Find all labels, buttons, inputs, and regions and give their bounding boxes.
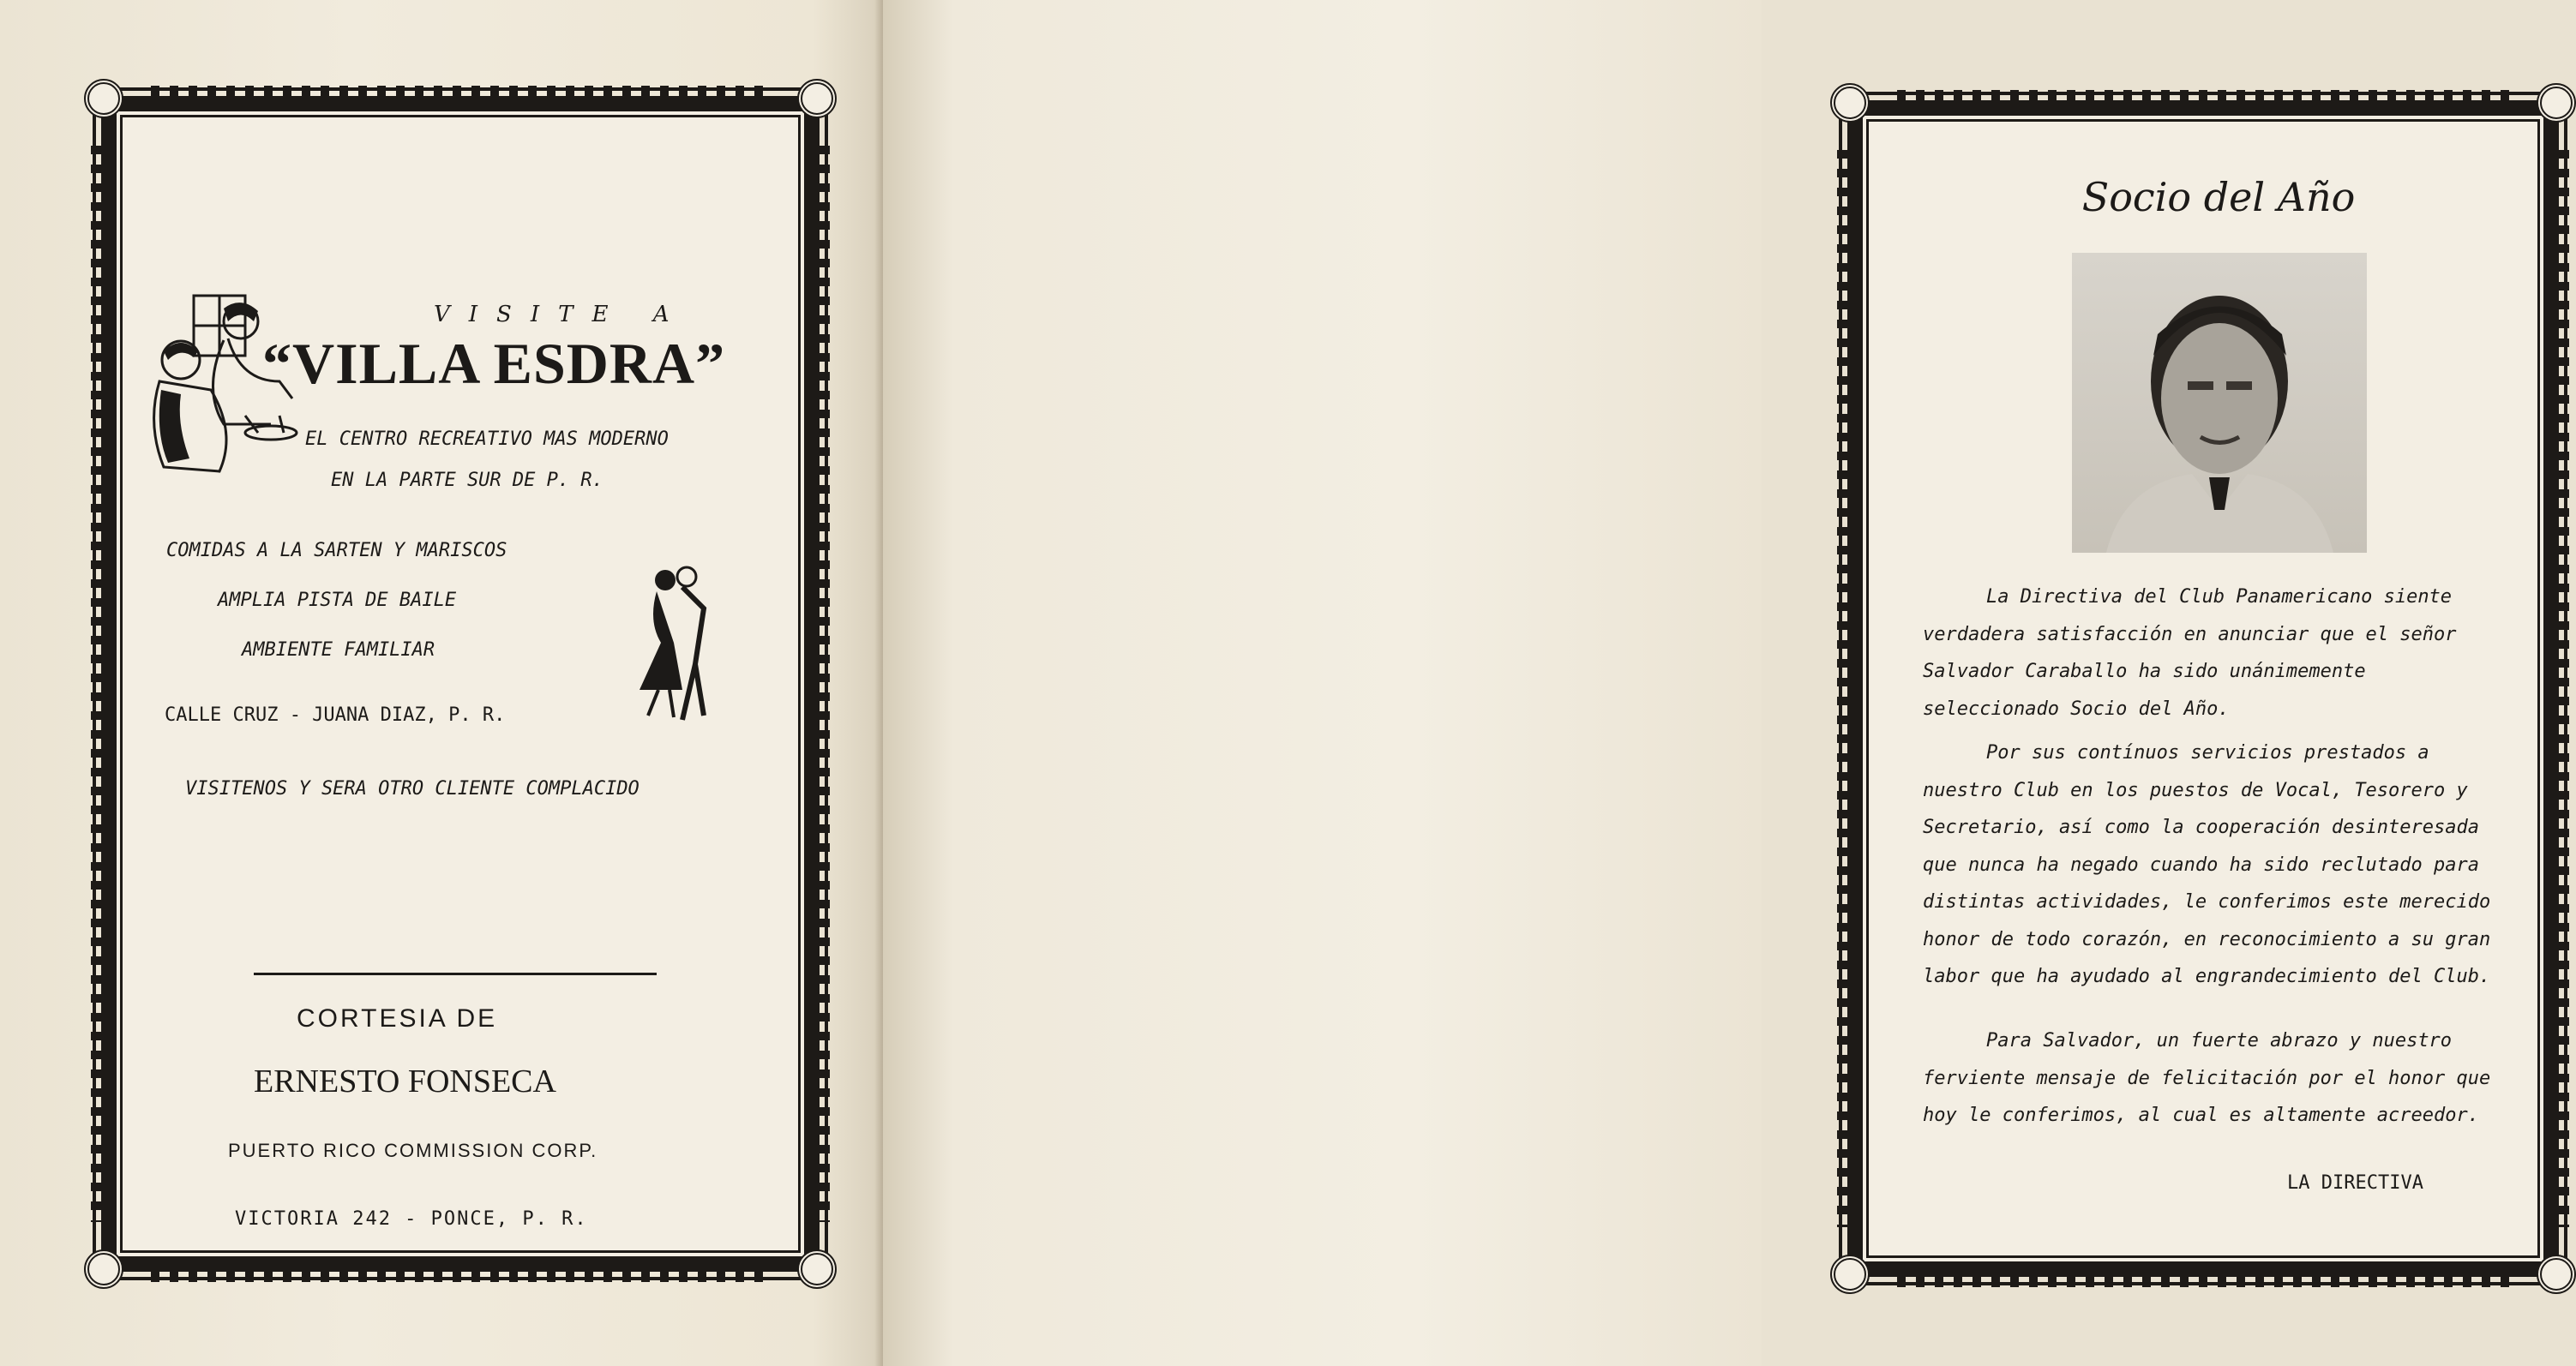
sponsor-address: VICTORIA 242 - PONCE, P. R. <box>235 1208 588 1230</box>
advertisement-frame <box>101 96 820 1272</box>
ornament-border <box>1897 1277 2509 1287</box>
ornament-border <box>91 146 101 1222</box>
announcement-paragraph-3: Para Salvador, un fuerte abrazo y nuestro ferviente mensaje de felicitación por el honor que hoy le conferimos, al cual es altamente acreedor. <box>1923 1030 2491 1126</box>
ornament-corner <box>84 1249 123 1289</box>
feature-dance-floor: AMPLIA PISTA DE BAILE <box>218 590 457 611</box>
tagline-line-2: EN LA PARTE SUR DE P. R. <box>331 470 603 491</box>
member-portrait <box>2072 253 2367 553</box>
left-page <box>0 0 883 1366</box>
ornament-border <box>1897 90 2509 100</box>
announcement-frame <box>1847 100 2559 1277</box>
ornament-corner <box>1830 1255 1870 1294</box>
venue-name: “VILLA ESDRA” <box>262 331 726 396</box>
ornament-corner <box>2537 1255 2576 1294</box>
slogan: VISITENOS Y SERA OTRO CLIENTE COMPLACIDO <box>185 778 639 800</box>
announcement-title: Socio del Año <box>2081 174 2356 220</box>
visit-label: VISITE A <box>434 302 688 327</box>
ornament-corner <box>2537 83 2576 123</box>
divider-line <box>254 973 657 975</box>
ornament-border <box>820 146 830 1222</box>
ornament-corner <box>797 79 837 118</box>
signature: LA DIRECTIVA <box>2287 1172 2423 1194</box>
right-page <box>883 0 2491 1366</box>
ornament-border <box>151 86 770 96</box>
announcement-paragraph-1: La Directiva del Club Panamericano siente verdadera satisfacción en anunciar que el señor Salvador Caraballo ha sido unánimemente seleccionado Socio del Año. <box>1923 586 2457 720</box>
ornament-border <box>1837 150 1847 1227</box>
venue-address: CALLE CRUZ - JUANA DIAZ, P. R. <box>165 704 506 726</box>
tagline-line-1: EL CENTRO RECREATIVO MAS MODERNO <box>305 428 669 450</box>
ornament-corner <box>84 79 123 118</box>
ornament-corner <box>1830 83 1870 123</box>
dancing-couple-illustration <box>622 561 725 724</box>
courtesy-label: CORTESIA DE <box>297 1004 498 1033</box>
feature-ambience: AMBIENTE FAMILIAR <box>242 639 435 661</box>
feature-food: COMIDAS A LA SARTEN Y MARISCOS <box>166 540 507 561</box>
announcement-paragraph-2: Por sus contínuos servicios prestados a nuestro Club en los puestos de Vocal, Tesorero y Secretario, así como la cooperación desinteresada que nunca ha negado cuando ha sido reclutado para distintas actividades, le conferimos este merecido honor de todo corazón, en reconocimiento a su gran labor que ha ayudado al engrandecimiento del Club. <box>1923 742 2491 987</box>
ornament-border <box>151 1272 770 1282</box>
ornament-corner <box>797 1249 837 1289</box>
ornament-border <box>2559 150 2569 1227</box>
sponsor-name: ERNESTO FONSECA <box>254 1063 556 1099</box>
sponsor-company: PUERTO RICO COMMISSION CORP. <box>228 1140 598 1161</box>
